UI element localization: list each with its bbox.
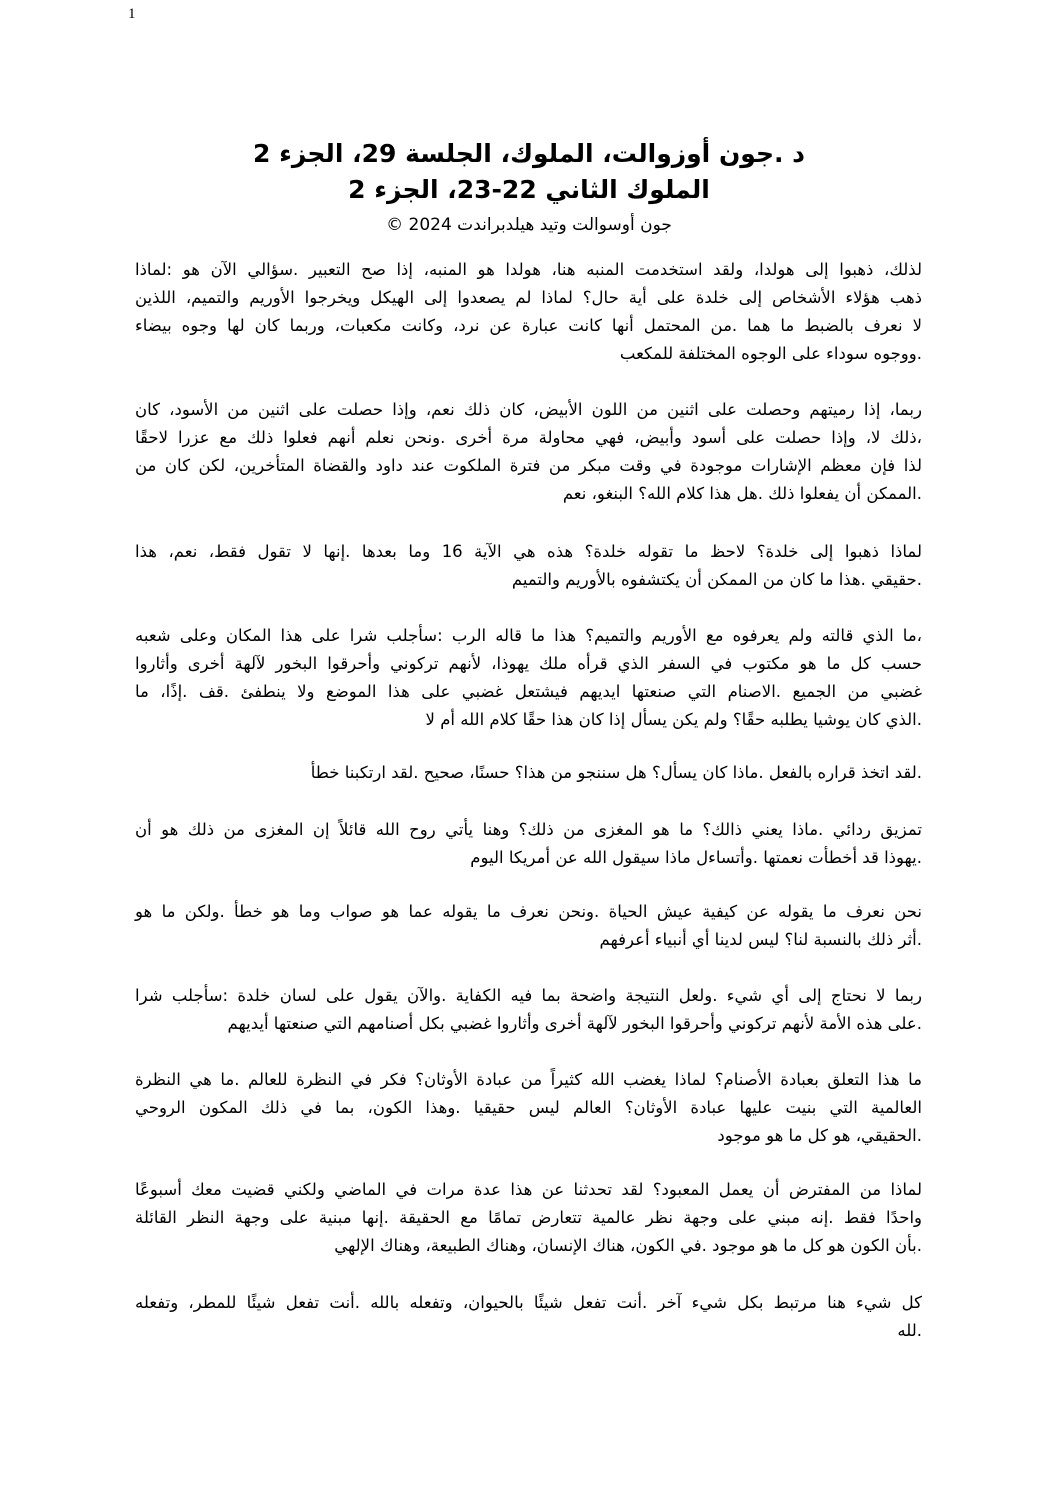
paragraph-line: ذهب هؤلاء الأشخاص إلى خلدة على أية حال؟ لماذا لم يصعدوا إلى الهيكل ويخرجوا الأوريم والتميم، اللذين (135, 288, 922, 307)
paragraph-line: لماذا ذهبوا إلى خلدة؟ لاحظ ما تقوله خلدة؟ هذه هي الآية 16 وما بعدها .إنها لا تقول فقط، نعم، هذا (135, 542, 922, 561)
paragraph (135, 898, 922, 954)
paragraph-line: .حقيقي .هذا ما كان من الممكن أن يكتشفوه بالأوريم والتميم (511, 570, 922, 589)
paragraph-line: .يهوذا قد أخطأت نعمتها .وأتساءل ماذا سيقول الله عن أمريكا اليوم (470, 848, 922, 867)
paragraph-line: تمزيق ردائي .ماذا يعني ذالك؟ ما هو المغزى من ذلك؟ وهنا يأتي روح الله قائلاً إن المغزى من ذلك هو أن (135, 820, 922, 839)
copyright-line: جون أوسوالت وتيد هيلدبراندت 2024 © (386, 215, 672, 235)
paragraph-line: العالمية التي بنيت عليها عبادة الأوثان؟ العالم ليس حقيقيا .وهذا الكون، بما في ذلك المكون الروحي (135, 1098, 922, 1117)
document-title-line-2: الملوك الثاني 22-23، الجزء 2 (348, 175, 710, 204)
paragraph-line: لا نعرف بالضبط ما هما .من المحتمل أنها كانت عبارة عن نرد، وكانت مكعبات، وربما كان لها وجوه بيضاء (135, 316, 922, 335)
paragraph (135, 1176, 922, 1260)
paragraph (135, 1289, 922, 1345)
paragraph-line: .الحقيقي، هو كل ما هو موجود (717, 1126, 922, 1145)
paragraph (135, 1066, 922, 1150)
paragraph-line: كل شيء هنا مرتبط بكل شيء آخر .أنت تفعل شيئًا بالحيوان، وتفعله بالله .أنت تفعل شيئًا للمطر، وتفعله (135, 1293, 922, 1312)
paragraph-line: حسب كل ما هو مكتوب في السفر الذي قرأه ملك يهوذا، لأنهم تركوني وأحرقوا البخور لآلهة أخرى وأثاروا (135, 654, 922, 673)
paragraph (135, 538, 922, 594)
paragraph-line: لذلك، ذهبوا إلى هولدا، ولقد استخدمت المنبه هنا، هولدا هو المنبه، إذا صح التعبير .سؤالي الآن هو :لماذا (135, 260, 922, 279)
paragraph (135, 396, 922, 508)
paragraph (135, 816, 922, 872)
paragraph-line: .بأن الكون هو كل ما هو موجود .في الكون، هناك الإنسان، وهناك الطبيعة، وهناك الإلهي (334, 1236, 922, 1255)
paragraph-line: غضبي من الجميع .الاصنام التي صنعتها ايديهم فيشتعل غضبي على هذا الموضع ولا ينطفئ .قف .إذًا، ما (135, 682, 922, 701)
paragraph-line: .لقد اتخذ قراره بالفعل .ماذا كان يسأل؟ هل سننجو من هذا؟ حسنًا، صحيح .لقد ارتكبنا خطأ (310, 763, 922, 782)
paragraph-line: ،ما الذي قالته ولم يعرفوه مع الأوريم والتميم؟ هذا ما قاله الرب :سأجلب شرا على هذا المكان وعلى شعبه (135, 626, 922, 645)
paragraph-line: ربما لا نحتاج إلى أي شيء .ولعل النتيجة واضحة بما فيه الكفاية .والآن يقول على لسان خلدة :سأجلب شرا (135, 986, 922, 1005)
paragraph-line: .الممكن أن يفعلوا ذلك .هل هذا كلام الله؟ البنغو، نعم (562, 484, 922, 503)
paragraph (135, 759, 922, 787)
paragraph-line: لذا فإن معظم الإشارات موجودة في وقت مبكر من فترة الملكوت عند داود والقضاة المتأخرين، لكن كان من (135, 456, 922, 475)
page-number: 1 (128, 6, 136, 22)
paragraph-line: .لله (897, 1321, 922, 1340)
paragraph (135, 256, 922, 368)
paragraph-line: لماذا من المفترض أن يعمل المعبود؟ لقد تحدثنا عن هذا عدة مرات في الماضي ولكني قضيت معك أسبوعًا (135, 1180, 922, 1199)
paragraph-line: ،ذلك لا، وإذا حصلت على أسود وأبيض، فهي محاولة مرة أخرى .ونحن نعلم أنهم فعلوا ذلك مع عزرا لاحقًا (135, 428, 922, 447)
paragraph-line: .أثر ذلك بالنسبة لنا؟ ليس لدينا أي أنبياء أعرفهم (599, 930, 922, 949)
paragraph-line: .الذي كان يوشيا يطلبه حقًا؟ ولم يكن يسأل إذا كان هذا حقًا كلام الله أم لا (425, 710, 922, 729)
document-title-line-1: د .جون أوزوالت، الملوك، الجلسة 29، الجزء 2 (252, 139, 806, 168)
paragraph-line: نحن نعرف ما يقوله عن كيفية عيش الحياة .ونحن نعرف ما يقوله عما هو صواب وما هو خطأ .ولكن ما هو (135, 902, 922, 921)
paragraph (135, 622, 922, 734)
paragraph (135, 982, 922, 1038)
paragraph-line: ما هذا التعلق بعبادة الأصنام؟ لماذا يغضب الله كثيراً من عبادة الأوثان؟ فكر في النظرة للعالم .ما هي النظرة (135, 1070, 922, 1089)
paragraph-line: واحدًا فقط .إنه مبني على وجهة نظر عالمية تتعارض تمامًا مع الحقيقة .إنها مبنية على وجهة النظر القائلة (135, 1208, 922, 1227)
paragraph-line: .على هذه الأمة لأنهم تركوني وأحرقوا البخور لآلهة أخرى وأثاروا غضبي بكل أصنامهم التي صنعتها أيديهم (227, 1014, 922, 1033)
paragraph-line: .ووجوه سوداء على الوجوه المختلفة للمكعب (619, 344, 922, 363)
paragraph-line: ربما، إذا رميتهم وحصلت على اثنين من اللون الأبيض، كان ذلك نعم، وإذا حصلت على اثنين من الأسود، كان (135, 400, 922, 419)
